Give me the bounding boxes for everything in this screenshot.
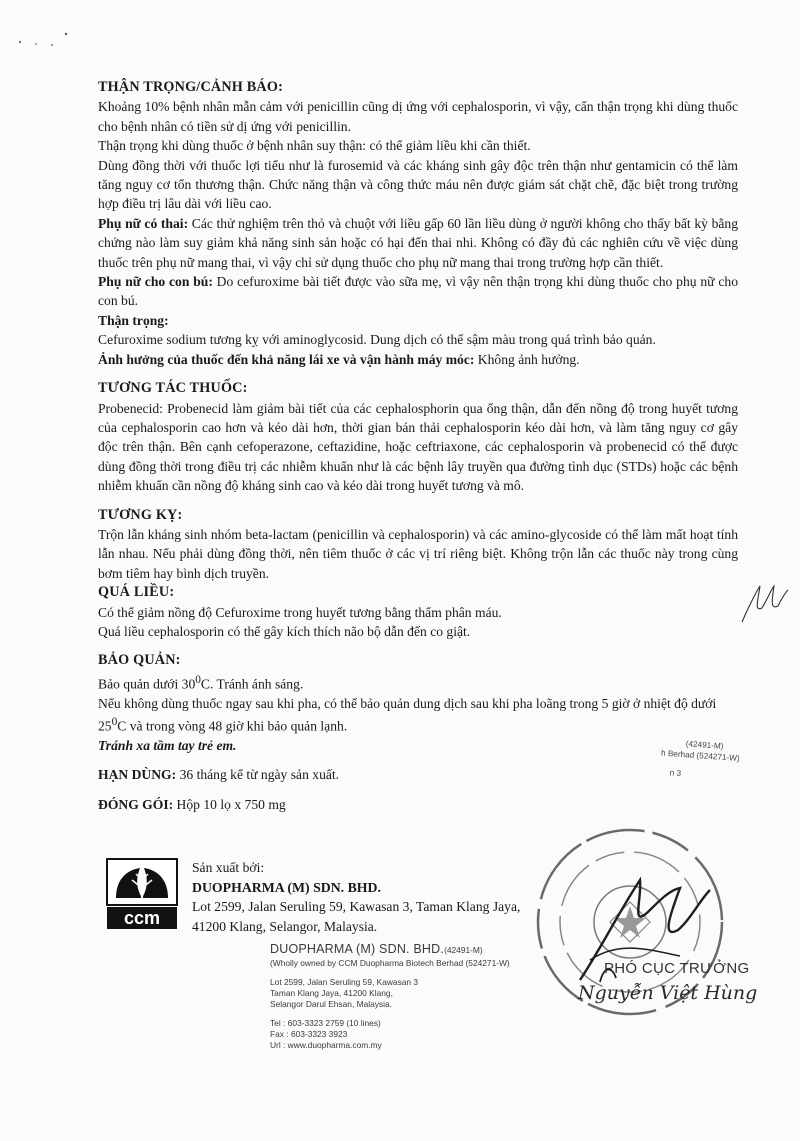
official-role: PHÓ CỤC TRƯỞNG: [604, 960, 750, 977]
storage-paragraph: Bảo quản dưới $30^0C$. Tránh ánh sáng.: [98, 673, 304, 692]
packing-line: [98, 795, 738, 814]
official-signatory: [570, 960, 790, 1030]
interactions-heading: TƯƠNG TÁC THUỐC:: [98, 380, 248, 397]
interactions-paragraph: Probenecid: Probenecid làm giảm bài tiết của các cephalosphorin qua ống thận, dẫn đến nồng độ trong huyết tương của cephalosporin cao hơn và kéo dài hơn, thời gian bán thải cephalosporin kéo dài hơn, và làm tăng nguy cơ gây độc trên thận. Bên cạnh cefoperazone, ceftazidine, hoặc ceftriaxone, các cephalosporin và probenecid có thể được dùng đồng thời trong điều trị các nhiễm khuẩn như là các bệnh lây truyền qua đường tình dục (STDs) hoặc các bệnh nhiễm khuẩn cần nồng độ kháng sinh cao và kéo dài trong huyết tương và mô.: [98, 400, 738, 494]
stamp-address-line: Lot 2599, Jalan Seruling 59, Kawasan 3: [270, 977, 419, 987]
pregnancy-label: Phụ nữ có thai:: [98, 215, 189, 231]
overdose-paragraph: Quá liều cephalosporin có thể gây kích thích não bộ dẫn đến co giật.: [98, 623, 471, 639]
manufacturer-block: [106, 858, 536, 938]
leaflet-body: [98, 78, 738, 814]
stamp-company-name: DUOPHARMA (M) SDN. BHD.: [270, 942, 445, 956]
expiry-label: HẠN DÙNG:: [98, 767, 177, 783]
stamp-owner-line: (Wholly owned by CCM Duopharma Biotech Berhad (524271-W): [270, 958, 510, 968]
official-name: Nguyễn Việt Hùng: [578, 982, 758, 1004]
precautions-paragraph: Khoảng 10% bệnh nhân mẫn cảm với penicillin cũng dị ứng với cephalosporin, vì vậy, cẩn thận trọng khi dùng thuốc cho bệnh nhân có tiền sử dị ứng với penicillin.: [98, 99, 738, 134]
svg-text:ccm: ccm: [123, 908, 161, 928]
stamp-address-line: Taman Klang Jaya, 41200 Klang,: [270, 988, 393, 998]
caution-label: Thận trọng:: [98, 312, 169, 328]
storage-paragraph: Nếu không dùng thuốc ngay sau khi pha, có thể bảo quản dung dịch sau khi pha loãng trong 5 giờ ở nhiệt độ dưới $25^0C$ và trong vòng 48 giờ khi bảo quản lạnh.: [98, 695, 717, 734]
precautions-heading: THẬN TRỌNG/CẢNH BÁO:: [98, 79, 284, 95]
pregnancy-paragraph: [98, 214, 738, 272]
ccm-logo-icon: [106, 858, 178, 930]
nursing-label: Phụ nữ cho con bú:: [98, 274, 213, 290]
incompatibility-paragraph: Trộn lẫn kháng sinh nhóm beta-lactam (penicillin và cephalosporin) và các amino-glycoside có thể làm mất hoạt tính lẫn nhau. Nếu phải dùng đồng thời, nên tiêm thuốc ở các vị trí riêng biệt. Không trộn lẫn các thuốc này trong cùng bơm tiêm hay bình dịch truyền.: [98, 526, 738, 581]
stamp-reg-number: (42491-M): [444, 945, 483, 955]
manufacturer-text: [192, 858, 552, 936]
margin-initials-signature: [738, 578, 790, 628]
company-stamp: [270, 940, 520, 1070]
driving-paragraph: [98, 350, 738, 369]
nursing-text: Do cefuroxime bài tiết được vào sữa mẹ, vì vậy nên thận trọng khi dùng thuốc cho phụ nữ cho con bú.: [98, 274, 738, 309]
manufacturer-address-line: 41200 Klang, Selangor, Malaysia.: [192, 918, 378, 934]
scan-specks: [14, 20, 84, 50]
precautions-paragraph: Thận trọng khi dùng thuốc ở bệnh nhân suy thận: có thể giảm liều khi cần thiết.: [98, 138, 531, 154]
side-stamp-fragment: (42491-M) h Berhad (524271-W) n 3: [660, 739, 740, 778]
pregnancy-text: Các thử nghiệm trên thỏ và chuột với liều gấp 60 lần liều dùng ở người không cho thấy bất kỳ bằng chứng nào làm suy giảm khả năng sinh sản hoặc có hại đến thai nhi. Không có đầy đủ các nghiên cứu về việc dùng thuốc trên phụ nữ mang thai, vì vậy chỉ sử dụng thuốc cho phụ nữ mang thai trong trường hợp cần thiết.: [98, 215, 738, 270]
expiry-text: 36 tháng kể từ ngày sản xuất.: [176, 767, 340, 783]
driving-label: Ảnh hưởng của thuốc đến khả năng lái xe và vận hành máy móc:: [98, 351, 475, 367]
caution-text: Cefuroxime sodium tương kỵ với aminoglycosid. Dung dịch có thể sậm màu trong quá trình bảo quản.: [98, 332, 656, 348]
driving-text: Không ảnh hưởng.: [474, 351, 580, 367]
overdose-paragraph: Có thể giảm nồng độ Cefuroxime trong huyết tương bằng thẩm phân máu.: [98, 604, 502, 620]
stamp-tel: Tel : 603-3323 2759 (10 lines): [270, 1018, 381, 1028]
children-warning: Tránh xa tầm tay trẻ em.: [98, 738, 237, 754]
nursing-paragraph: [98, 272, 738, 311]
packing-text: Hộp 10 lọ x 750 mg: [173, 796, 286, 812]
manufactured-by-label: Sản xuất bởi:: [192, 860, 265, 875]
incompatibility-heading: TƯƠNG KỴ:: [98, 506, 183, 523]
precautions-paragraph: Dùng đồng thời với thuốc lợi tiểu như là furosemid và các kháng sinh gây độc trên thận như gentamicin có thể làm tăng nguy cơ tổn thương thận. Chức năng thận và công thức máu nên được giám sát chặt chẽ, đặc biệt trong trường hợp điều trị lâu dài với liều cao.: [98, 157, 738, 212]
packing-label: ĐÓNG GÓI:: [98, 796, 174, 812]
stamp-fax: Fax : 603-3323 3923: [270, 1029, 348, 1039]
overdose-heading: QUÁ LIỀU:: [98, 584, 175, 601]
storage-heading: BẢO QUẢN:: [98, 652, 181, 669]
stamp-url: Url : www.duopharma.com.my: [270, 1040, 382, 1050]
manufacturer-name: DUOPHARMA (M) SDN. BHD.: [192, 879, 381, 895]
manufacturer-address-line: Lot 2599, Jalan Seruling 59, Kawasan 3, Taman Klang Jaya,: [192, 899, 521, 915]
stamp-address-line: Selangor Darul Ehsan, Malaysia.: [270, 999, 392, 1009]
